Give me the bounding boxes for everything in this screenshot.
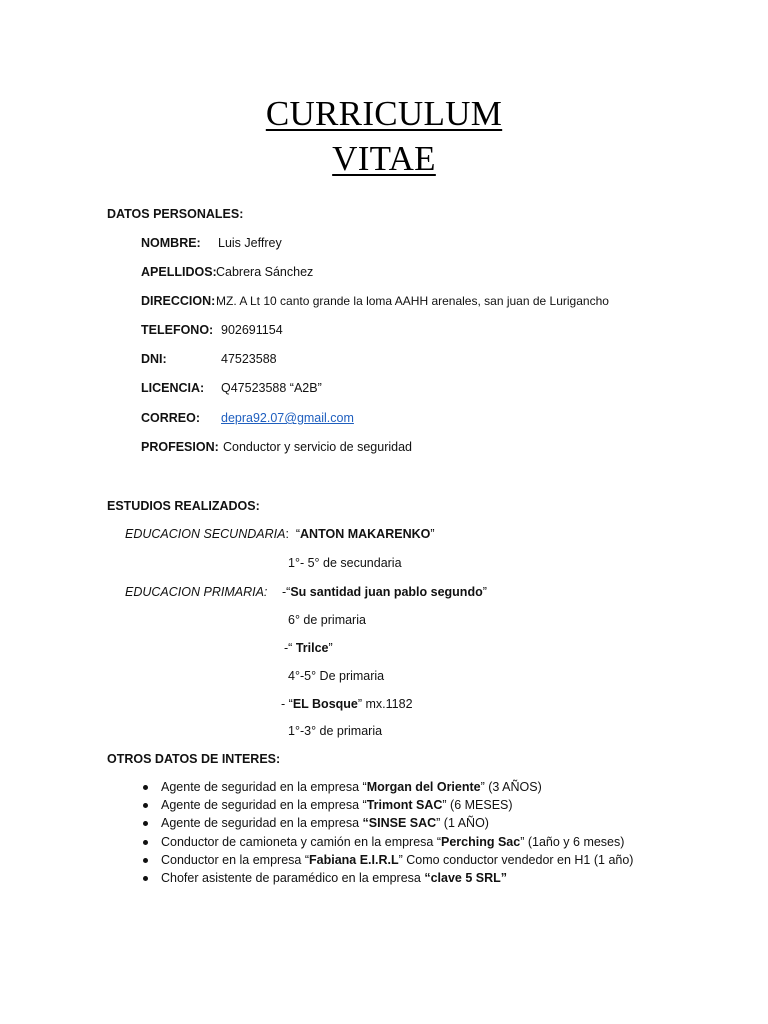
- primary-school-2-prefix: -“: [284, 641, 293, 655]
- field-value-nombre: Luis Jeffrey: [218, 236, 282, 250]
- field-value-apellidos: Cabrera Sánchez: [216, 265, 314, 279]
- primary-school-2: -“ Trilce”: [284, 641, 333, 655]
- primary-school-2-name: Trilce: [295, 641, 329, 655]
- field-value-dni: 47523588: [221, 352, 277, 366]
- field-label-direccion: DIRECCION:: [141, 294, 216, 308]
- item-duration: ” (6 MESES): [442, 798, 513, 813]
- list-item: [136, 796, 633, 814]
- title-line-1: [0, 94, 768, 134]
- item-duration: ” (3 AÑOS): [480, 780, 542, 794]
- field-label-licencia: LICENCIA:: [141, 381, 205, 395]
- field-label-apellidos: APELLIDOS:: [141, 265, 217, 279]
- field-label-telefono: TELEFONO:: [141, 323, 214, 337]
- item-company: “clave 5 SRL”: [424, 870, 508, 885]
- primary-school-3-detail: 1°-3° de primaria: [288, 724, 383, 738]
- secondary-colon: :: [285, 527, 289, 541]
- field-label-dni: DNI:: [141, 352, 167, 366]
- title-text-1: CURRICULUM: [265, 94, 503, 133]
- item-company: Perching Sac: [441, 834, 521, 849]
- primary-school-1-name: Su santidad juan pablo segundo: [290, 585, 483, 599]
- field-value-direccion: MZ. A Lt 10 canto grande la loma AAHH arenales, san juan de Lurigancho: [216, 294, 609, 308]
- bullet-icon: [143, 803, 148, 808]
- item-company: Fabiana E.I.R.L: [309, 852, 399, 867]
- list-item: [136, 869, 633, 887]
- primary-school-1-detail: 6° de primaria: [288, 613, 366, 627]
- item-text: Chofer asistente de paramédico en la empresa: [161, 870, 425, 885]
- item-text: Agente de seguridad en la empresa “: [161, 780, 367, 794]
- other-heading: OTROS DATOS DE INTERES:: [107, 752, 281, 766]
- bullet-icon: [143, 840, 148, 845]
- field-value-profesion: Conductor y servicio de seguridad: [223, 440, 412, 454]
- secondary-education-line: EDUCACION SECUNDARIA: “ANTON MAKARENKO”: [125, 527, 435, 541]
- primary-school-1: -“Su santidad juan pablo segundo”: [282, 585, 487, 599]
- list-item: [136, 833, 633, 851]
- title-text-2: VITAE: [332, 139, 436, 178]
- other-list: [136, 778, 633, 887]
- primary-school-2-detail: 4°-5° De primaria: [288, 669, 385, 683]
- field-value-licencia: Q47523588 “A2B”: [221, 381, 322, 395]
- field-label-nombre: NOMBRE:: [141, 236, 201, 250]
- secondary-label: EDUCACION SECUNDARIA: [125, 527, 286, 541]
- primary-school-3-name: EL Bosque: [292, 697, 358, 711]
- field-label-profesion: PROFESION:: [141, 440, 219, 454]
- item-text: Agente de seguridad en la empresa: [161, 816, 363, 831]
- primary-school-3-prefix: - “: [281, 697, 293, 711]
- secondary-detail: 1°- 5° de secundaria: [288, 556, 402, 570]
- item-company: Trimont SAC: [366, 798, 443, 813]
- item-text: Conductor de camioneta y camión en la empresa “: [161, 834, 442, 849]
- item-duration: ” (1 AÑO): [436, 816, 489, 831]
- field-label-correo: CORREO:: [141, 411, 201, 425]
- item-text: Agente de seguridad en la empresa “: [161, 798, 367, 813]
- bullet-icon: [143, 858, 148, 863]
- item-duration: ” (1año y 6 meses): [520, 834, 625, 849]
- list-item: [136, 778, 633, 796]
- list-item: [136, 814, 633, 832]
- field-value-telefono: 902691154: [221, 323, 283, 337]
- primary-label: EDUCACION PRIMARIA:: [125, 585, 268, 599]
- primary-school-3-suffix: mx.1182: [362, 697, 413, 711]
- item-company: Morgan del Oriente: [366, 780, 481, 794]
- bullet-icon: [143, 876, 148, 881]
- studies-heading: ESTUDIOS REALIZADOS:: [107, 499, 260, 513]
- item-duration: ” Como conductor vendedor en H1 (1 año): [398, 852, 634, 867]
- primary-school-3: - “EL Bosque” mx.1182: [281, 697, 413, 711]
- secondary-school: ANTON MAKARENKO: [300, 527, 431, 541]
- primary-school-1-prefix: -: [282, 585, 287, 599]
- item-company: “SINSE SAC: [362, 816, 437, 831]
- title-line-2: [0, 139, 768, 179]
- item-text: Conductor en la empresa “: [161, 852, 309, 867]
- personal-heading: DATOS PERSONALES:: [107, 207, 244, 221]
- bullet-icon: [143, 821, 148, 826]
- list-item: [136, 851, 633, 869]
- email-link[interactable]: depra92.07@gmail.com: [221, 411, 354, 425]
- bullet-icon: [143, 785, 148, 790]
